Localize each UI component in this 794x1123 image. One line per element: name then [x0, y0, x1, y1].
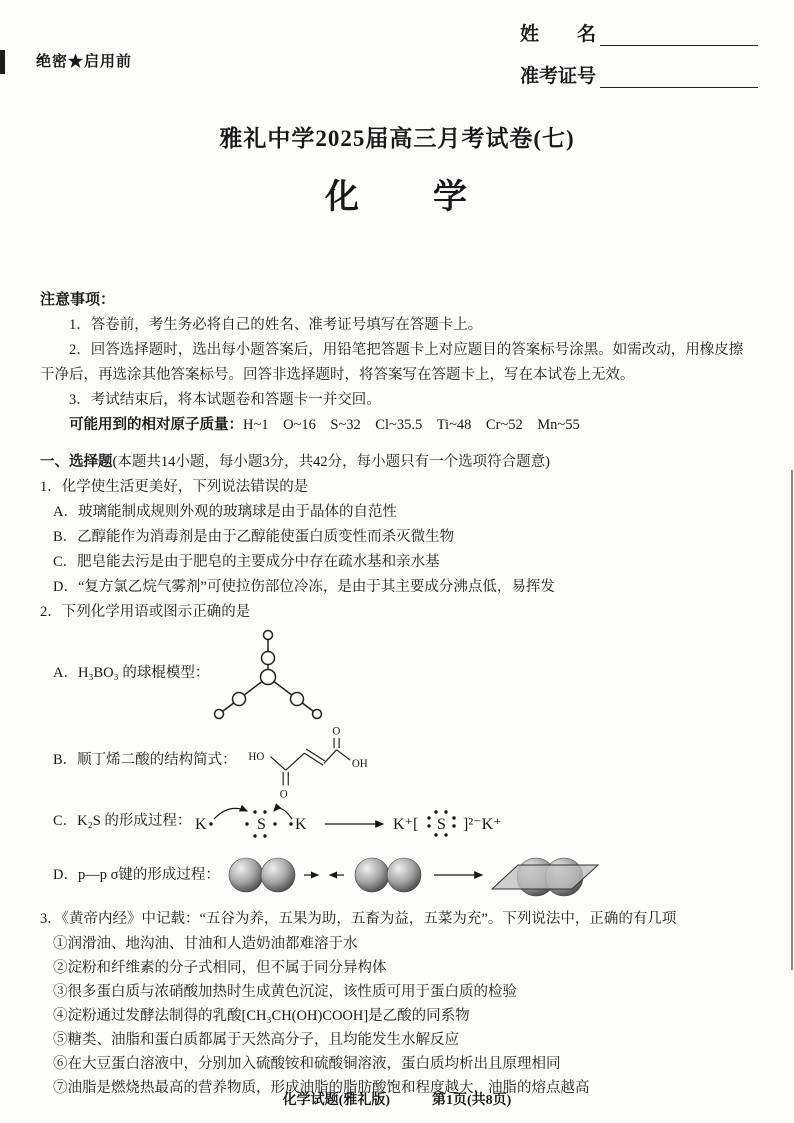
carbonyl-oxygen-label: O [279, 788, 288, 799]
question-1-option-d: D．“复方氯乙烷气雾剂”可使拉伤部位冷冻，是由于其主要成分沸点低，易挥发 [53, 579, 555, 595]
hydrogen-atom [215, 710, 224, 719]
potassium-atom-label: K [295, 816, 307, 833]
name-label: 姓 名 [520, 24, 597, 45]
oxygen-atom [233, 693, 246, 706]
p-p-sigma-bond-diagram [220, 843, 650, 907]
electron-transfer-arrow [214, 808, 247, 819]
k2s-electron-formation-diagram [191, 799, 621, 843]
question-2-option-a [40, 625, 754, 721]
atomic-mass-values: H~1 O~16 S~32 Cl~35.5 Ti~48 Cr~52 Mn~55 [243, 417, 580, 433]
hydrogen-atom [313, 710, 322, 719]
sulfide-ion-label: S [437, 816, 447, 833]
oxygen-atom [291, 693, 304, 706]
question-1 [40, 475, 754, 600]
question-2-option-b [40, 721, 754, 799]
potassium-atom-label: K [195, 816, 207, 833]
section-one-heading [40, 450, 754, 475]
question-3-item-3: ③很多蛋白质与浓硝酸加热时生成黄色沉淀，该性质可用于蛋白质的检验 [53, 984, 517, 1000]
question-3-item-2: ②淀粉和纤维素的分子式相同，但不属于同分异构体 [53, 960, 387, 976]
question-2-option-b-label: B．顺丁烯二酸的结构简式： [53, 751, 237, 768]
product-right-text: ]²⁻K⁺ [463, 816, 502, 833]
exam-no-field-row [520, 54, 758, 88]
footer-doc-title: 化学试题(雅礼版) [282, 1093, 390, 1108]
question-3-item-4: ④淀粉通过发酵法制得的乳酸[CH₃CH(OH)COOH]是乙酸的同系物 [53, 1008, 470, 1024]
question-2-option-a-label: A．H₃BO₃ 的球棍模型： [53, 664, 210, 681]
question-3-item-5: ⑤糖类、油脂和蛋白质都属于天然高分子，且均能发生水解反应 [53, 1032, 459, 1048]
question-2-stem: 2．下列化学用语或图示正确的是 [40, 604, 251, 620]
question-2-option-d-label: D．p—p σ键的形成过程： [53, 866, 220, 883]
question-3-stem: 3．《黄帝内经》中记载：“五谷为养，五果为助，五畜为益，五菜为充”。下列说法中，正确的有几项 [40, 911, 677, 927]
maleic-acid-structure [237, 721, 387, 799]
notice-section [40, 288, 754, 438]
hydrogen-atom [264, 631, 273, 640]
secrecy-label: 绝密★启用前 [36, 54, 133, 70]
p-orbital-left [229, 858, 295, 892]
section-one-title: 一、选择题 [40, 454, 113, 470]
electron-dot [290, 822, 293, 825]
question-1-option-c: C．肥皂能去污是由于肥皂的主要成分中存在疏水基和亲水基 [53, 554, 440, 570]
page-footer [0, 1089, 794, 1109]
hydroxyl-label: OH [351, 757, 368, 770]
question-2-option-d [40, 843, 754, 907]
question-2-option-c [40, 799, 754, 843]
notice-item-1: 1．答卷前，考生务必将自己的姓名、准考证号填写在答题卡上。 [69, 317, 483, 333]
question-1-option-a: A．玻璃能制成规则外观的玻璃球是由于晶体的自范性 [53, 504, 397, 520]
bond-plane [492, 865, 598, 889]
section-one-note: (本题共14小题，每小题3分，共42分，每小题只有一个选项符合题意) [112, 454, 550, 470]
skeletal-bonds [270, 738, 350, 785]
carbonyl-oxygen-label: O [332, 725, 340, 738]
boron-atom [261, 670, 276, 685]
p-orbital-right [355, 858, 421, 892]
question-2 [40, 600, 754, 907]
hydroxyl-label: HO [248, 751, 265, 763]
notice-heading: 注意事项： [40, 292, 116, 308]
electron-dot [210, 822, 213, 825]
electron-transfer-arrow [274, 808, 292, 819]
student-info-block [520, 12, 758, 96]
question-2-option-c-label: C．K₂S 的形成过程： [53, 812, 192, 829]
question-3-item-6: ⑥在大豆蛋白溶液中，分别加入硫酸铵和硫酸铜溶液，蛋白质均析出且原理相同 [53, 1056, 561, 1072]
scan-artifact-left [0, 50, 5, 74]
question-1-option-b: B．乙醇能作为消毒剂是由于乙醇能使蛋白质变性而杀灭微生物 [53, 529, 455, 545]
sigma-bond-result [492, 858, 598, 896]
notice-item-3: 3．考试结束后，将本试题卷和答题卡一并交回。 [69, 392, 381, 408]
atomic-mass-label: 可能用到的相对原子质量： [69, 417, 243, 433]
exam-no-label: 准考证号 [520, 66, 597, 87]
exam-title: 雅礼中学2025届高三月考试卷(七) [219, 126, 575, 151]
question-3-item-7: ⑦油脂是燃烧热最高的营养物质，形成油脂的脂肪酸饱和程度越大，油脂的熔点越高 [53, 1080, 590, 1096]
footer-page-number: 第1页(共8页) [432, 1093, 512, 1108]
notice-item-2: 2．回答选择题时，选出每小题答案后，用铅笔把答题卡上对应题目的答案标号涂黑。如需改动，用橡皮擦干净后，再选涂其他答案标号。回答非选择题时，将答案写在答题卡上，写在本试卷上无效。 [40, 342, 744, 383]
question-3 [40, 907, 754, 1100]
question-3-item-1: ①润滑油、地沟油、甘油和人造奶油都难溶于水 [53, 936, 358, 952]
scan-artifact-right [791, 470, 793, 970]
question-1-stem: 1．化学使生活更美好，下列说法错误的是 [40, 479, 309, 495]
oxygen-atom [262, 652, 275, 665]
name-field-row [520, 12, 758, 46]
name-blank-line [600, 20, 758, 46]
atomic-mass-line [40, 413, 754, 438]
subject-title: 化 学 [325, 179, 469, 216]
product-left-text: K⁺[ [393, 816, 419, 833]
exam-no-blank-line [600, 62, 758, 88]
h3bo3-ball-stick-model [209, 625, 327, 721]
sulfur-atom-label: S [257, 816, 267, 833]
